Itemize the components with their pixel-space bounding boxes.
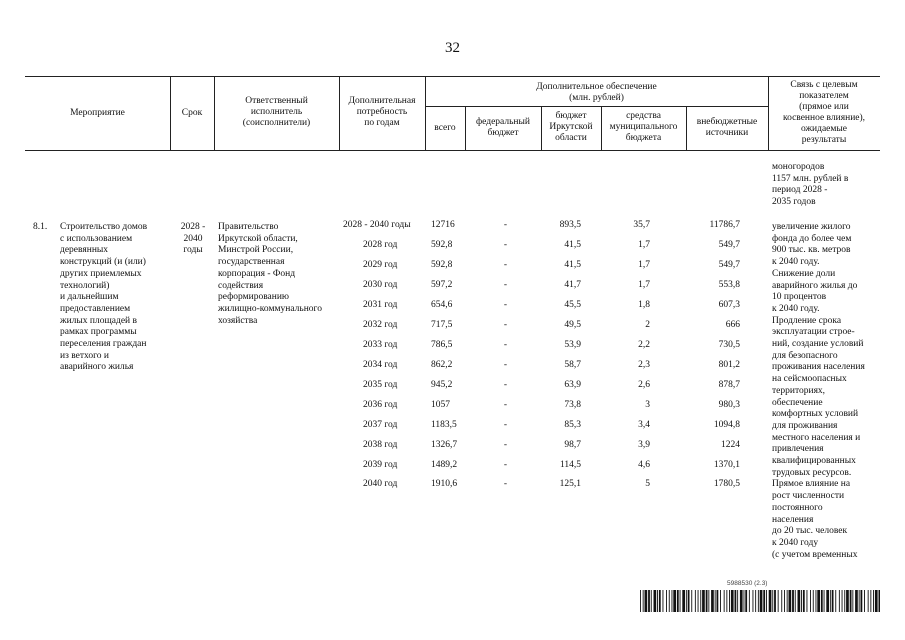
cell-period: 2040 год [363, 479, 398, 489]
header-additional-funding: Дополнительное обеспечение (млн. рублей) [536, 82, 657, 103]
cell-federal: - [503, 380, 507, 390]
cell-regional: 85,3 [564, 420, 581, 430]
cell-regional: 41,5 [564, 240, 581, 250]
cell-municipal: 1,7 [638, 260, 650, 270]
cell-regional: 53,9 [564, 340, 581, 350]
cell-federal: - [503, 240, 507, 250]
cell-total: 1910,6 [431, 479, 458, 489]
measure-name: Строительство домов с использованием деревянных конструкций (и (или) других приемлемых технологий) и дальнейшим предоставлением жилых площадей в рамках программы переселения граждан из ветхого и аварийного жилья [60, 222, 148, 373]
cell-extra: 666 [725, 320, 740, 330]
header-link-to-targets: Связь с целевым показателем (прямое или косвенное влияние), ожидаемые результаты [782, 80, 866, 145]
cell-total: 592,8 [431, 260, 453, 270]
cell-total: 1326,7 [431, 440, 458, 450]
table-row [0, 260, 905, 280]
cell-municipal: 5 [645, 479, 650, 489]
measure-term: 2028 - 2040 годы [180, 222, 206, 256]
cell-total: 654,6 [431, 300, 453, 310]
cell-regional: 41,7 [564, 280, 581, 290]
cell-total: 862,2 [431, 360, 453, 370]
header-measure: Мероприятие [70, 108, 125, 118]
cell-extra: 11786,7 [709, 220, 740, 230]
table-row [0, 220, 905, 240]
cell-federal: - [503, 460, 507, 470]
cell-period: 2036 год [363, 400, 398, 410]
cell-period: 2034 год [363, 360, 398, 370]
cell-extra: 1094,8 [713, 420, 740, 430]
table-row [0, 420, 905, 440]
barcode-image [640, 590, 880, 612]
cell-total: 717,5 [431, 320, 453, 330]
table-row [0, 280, 905, 300]
cell-period: 2032 год [363, 320, 398, 330]
cell-municipal: 2,3 [638, 360, 650, 370]
cell-total: 12716 [431, 220, 455, 230]
cell-municipal: 1,7 [638, 280, 650, 290]
table-row [0, 340, 905, 360]
measure-number: 8.1. [33, 222, 48, 232]
cell-municipal: 4,6 [638, 460, 650, 470]
cell-extra: 1370,1 [713, 460, 740, 470]
measure-results: увеличение жилого фонда до более чем 900 тыс. кв. метров к 2040 году. Снижение доли аварийного жилья до 10 процентов к 2040 году. Продление срока эксплуатации строе- ний, создание условий для безопасного проживания населения на сейсмоопасных территориях, обеспечение комфортных условий для проживания местного населения и привлечения квалифицированных трудовых ресурсов. Прямое влияние на рост численности постоянного населения до 20 тыс. человек к 2040 году (с учетом временных [772, 222, 865, 560]
cell-regional: 63,9 [564, 380, 581, 390]
table-row [0, 360, 905, 380]
cell-extra: 1780,5 [713, 479, 740, 489]
table-row [0, 480, 905, 500]
cell-extra: 801,2 [718, 360, 740, 370]
cell-federal: - [503, 320, 507, 330]
cell-extra: 1224 [721, 440, 740, 450]
cell-municipal: 1,7 [638, 240, 650, 250]
cell-period: 2028 год [363, 240, 398, 250]
cell-federal: - [503, 420, 507, 430]
page-number: 32 [445, 40, 460, 56]
cell-federal: - [503, 340, 507, 350]
table-row [0, 240, 905, 260]
table-row [0, 400, 905, 420]
cell-period: 2039 год [363, 460, 398, 470]
cell-regional: 893,5 [559, 220, 581, 230]
barcode-number: 5988530 (2.3) [727, 580, 768, 587]
cell-municipal: 2,6 [638, 380, 650, 390]
cell-period: 2028 - 2040 годы [343, 220, 411, 230]
cell-extra: 878,7 [718, 380, 740, 390]
header-additional-need: Дополнительная потребность по годам [348, 96, 416, 128]
table-row [0, 460, 905, 480]
cell-total: 786,5 [431, 340, 453, 350]
funding-subheader-border [425, 106, 768, 107]
cell-extra: 549,7 [718, 240, 740, 250]
cell-period: 2033 год [363, 340, 398, 350]
cell-period: 2031 год [363, 300, 398, 310]
cell-federal: - [503, 360, 507, 370]
cell-municipal: 2,2 [638, 340, 650, 350]
cell-regional: 98,7 [564, 440, 581, 450]
cell-extra: 980,3 [718, 400, 740, 410]
cell-regional: 58,7 [564, 360, 581, 370]
header-regional-budget: бюджет Иркутской области [549, 111, 593, 143]
cell-period: 2037 год [363, 420, 398, 430]
table-row [0, 320, 905, 340]
cell-total: 592,8 [431, 240, 453, 250]
table-top-border [25, 76, 880, 77]
cell-regional: 41,5 [564, 260, 581, 270]
cell-extra: 553,8 [718, 280, 740, 290]
measure-responsible: Правительство Иркутской области, Минстрой России, государственная корпорация - Фонд содействия реформированию жилищно-коммунального хозяйства [218, 222, 322, 326]
cell-total: 1489,2 [431, 460, 458, 470]
cell-municipal: 35,7 [633, 220, 650, 230]
cell-municipal: 3,4 [638, 420, 650, 430]
cell-period: 2038 год [363, 440, 398, 450]
header-total: всего [434, 123, 456, 133]
header-bottom-border [25, 150, 880, 151]
cell-regional: 125,1 [559, 479, 581, 489]
cell-federal: - [503, 479, 507, 489]
cell-federal: - [503, 400, 507, 410]
header-municipal-funds: средства муниципального бюджета [609, 111, 678, 143]
cell-total: 597,2 [431, 280, 453, 290]
cell-municipal: 3,9 [638, 440, 650, 450]
cell-extra: 607,3 [718, 300, 740, 310]
cell-regional: 45,5 [564, 300, 581, 310]
cell-federal: - [503, 280, 507, 290]
cell-total: 945,2 [431, 380, 453, 390]
header-extrabudgetary: внебюджетные источники [696, 117, 758, 138]
table-row [0, 300, 905, 320]
header-federal-budget: федеральный бюджет [476, 117, 530, 138]
table-row [0, 440, 905, 460]
cell-municipal: 1,8 [638, 300, 650, 310]
cell-period: 2029 год [363, 260, 398, 270]
cell-federal: - [503, 260, 507, 270]
cell-regional: 73,8 [564, 400, 581, 410]
cell-municipal: 2 [645, 320, 650, 330]
cell-federal: - [503, 440, 507, 450]
cell-total: 1183,5 [431, 420, 457, 430]
cell-total: 1057 [431, 400, 450, 410]
table-row [0, 380, 905, 400]
cell-regional: 114,5 [559, 460, 581, 470]
cell-federal: - [503, 300, 507, 310]
cell-federal: - [503, 220, 507, 230]
cell-period: 2030 год [363, 280, 398, 290]
carry-over-text: моногородов 1157 млн. рублей в период 2028 - 2035 годов [772, 162, 849, 208]
cell-extra: 730,5 [718, 340, 740, 350]
header-term: Срок [181, 108, 203, 118]
header-responsible: Ответственный исполнитель (соисполнители) [242, 96, 311, 128]
cell-municipal: 3 [645, 400, 650, 410]
cell-regional: 49,5 [564, 320, 581, 330]
cell-extra: 549,7 [718, 260, 740, 270]
cell-period: 2035 год [363, 380, 398, 390]
